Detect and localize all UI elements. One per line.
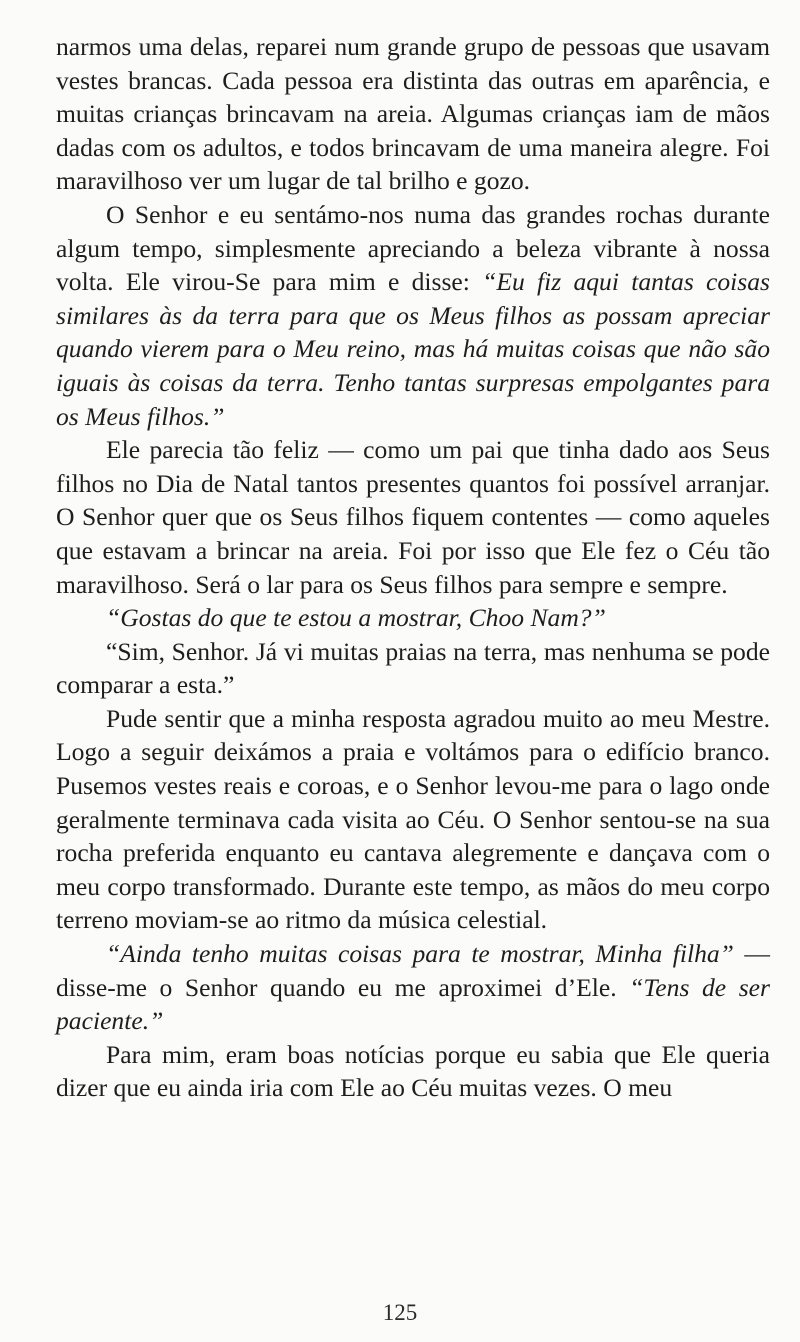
page-number: 125 — [382, 1300, 418, 1325]
paragraph-8: Para mim, eram boas notícias porque eu sabia que Ele queria dizer que eu ainda iria com Ele ao Céu muitas vezes. O meu — [56, 1039, 770, 1103]
body-text — [56, 30, 770, 1105]
paragraph-3: Ele parecia tão feliz — como um pai que tinha dado aos Seus filhos no Dia de Natal tantos presentes quantos foi possível arranjar. O Senhor quer que os Seus filhos fiquem contentes — como aqueles que estavam a brincar na areia. Foi por isso que Ele fez o Céu tão maravilhoso. Será o lar para os Seus filhos para sempre e sempre. — [56, 435, 770, 599]
paragraph-2: O Senhor e eu sentámo-nos numa das grandes rochas durante algum tempo, simplesmente apreciando a beleza vibrante à nossa volta. Ele virou-Se para mim e disse: “Eu fiz aqui tantas coisas similares às da terra para que os Meus filhos as possam apreciar quando vierem para o Meu reino, mas há muitas coisas que não são iguais às coisas da terra. Tenho tantas surpresas empolgantes para os Meus filhos.” — [56, 199, 771, 431]
paragraph-1: narmos uma delas, reparei num grande grupo de pessoas que usavam vestes brancas. Cada pessoa era distinta das outras em aparência, e muitas crianças brincavam na areia. Algumas crianças iam de mãos dadas com os adultos, e todos brincavam de uma maneira alegre. Foi maravilhoso ver um lugar de tal brilho e gozo. — [56, 32, 770, 196]
paragraph-7: “Ainda tenho muitas coisas para te mostrar, Minha filha” — disse-me o Senhor quando eu me aproximei d’Ele. “Tens de ser paciente.” — [56, 939, 770, 1036]
paragraph-4: “Gostas do que te estou a mostrar, Choo Nam?” — [106, 603, 606, 633]
paragraph-5: “Sim, Senhor. Já vi muitas praias na terra, mas nenhuma se pode comparar a esta.” — [56, 636, 770, 700]
paragraph-6: Pude sentir que a minha resposta agradou muito ao meu Mestre. Logo a seguir deixámos a praia e voltámos para o edifício branco. Pusemos vestes reais e coroas, e o Senhor levou-me para o lago onde geralmente terminava cada visita ao Céu. O Senhor sentou-se na sua rocha preferida enquanto eu cantava alegremente e dançava com o meu corpo transformado. Durante este tempo, as mãos do meu corpo terreno moviam-se ao ritmo da música celestial. — [56, 703, 770, 935]
